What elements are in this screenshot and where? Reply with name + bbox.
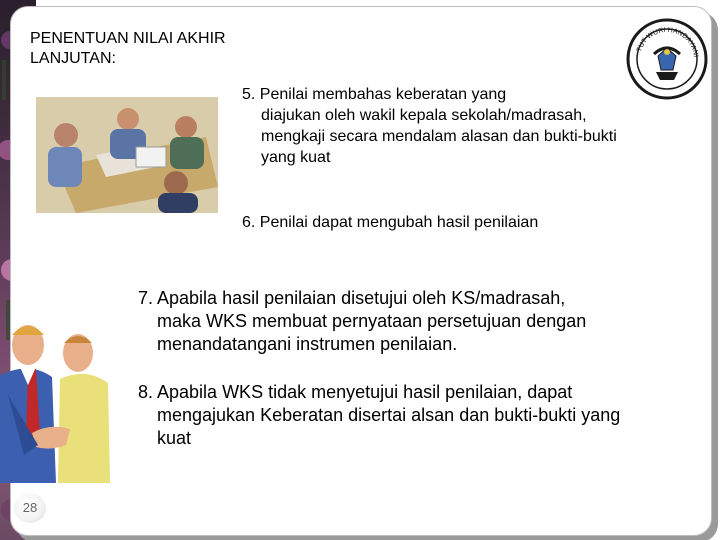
point-7-rest: maka WKS membuat pernyataan persetujuan dengan menandatangani instrumen penilaian. xyxy=(157,311,587,354)
tut-wuri-handayani-logo-icon xyxy=(626,18,708,100)
point-5-lead: 5. Penilai membahas keberatan yang xyxy=(242,86,507,103)
point-5-rest: diajukan oleh wakil kepala sekolah/madrasah, mengkaji secara mendalam alasan dan bukti-bukti yang kuat xyxy=(261,107,617,166)
meeting-clipart-icon xyxy=(36,97,218,213)
point-6-lead: 6. Penilai dapat mengubah hasil penilaian xyxy=(242,214,539,231)
point-8-lead: 8. Apabila WKS tidak menyetujui hasil penilaian, dapat xyxy=(138,382,573,402)
point-7 xyxy=(138,287,658,356)
point-6 xyxy=(242,212,622,233)
point-5 xyxy=(242,84,622,168)
handshake-clipart-icon xyxy=(0,305,110,483)
title-line-1: PENENTUAN NILAI AKHIR xyxy=(30,30,226,47)
point-7-lead: 7. Apabila hasil penilaian disetujui oleh KS/madrasah, xyxy=(138,288,566,308)
logo-text: TUT WURI HANDAYANI xyxy=(636,26,699,58)
page-title xyxy=(30,29,226,69)
page-number-badge: 28 xyxy=(14,493,46,523)
point-8 xyxy=(138,381,658,450)
point-8-rest: mengajukan Keberatan disertai alsan dan bukti-bukti yang kuat xyxy=(157,405,621,448)
title-line-2: LANJUTAN: xyxy=(30,50,116,67)
